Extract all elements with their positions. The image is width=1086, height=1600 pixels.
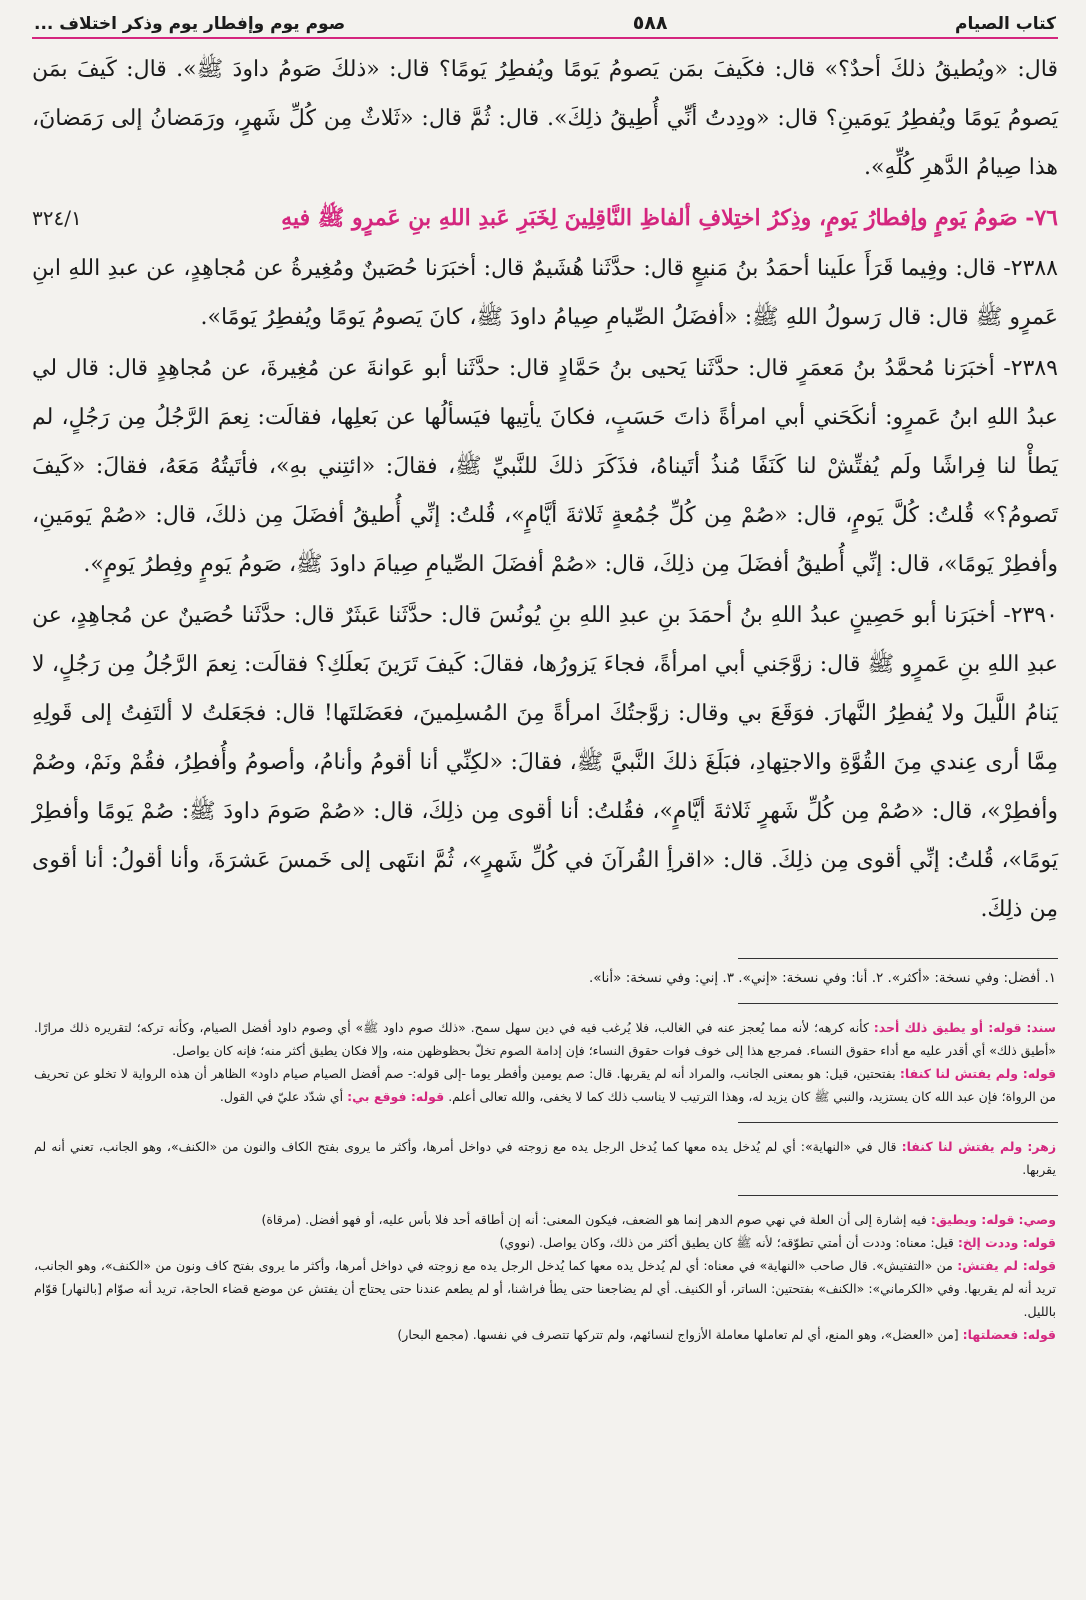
wasi-label: وصي: [1018,1212,1056,1227]
sanad-text-3: أي شدّد عليّ في القول. [219,1089,344,1104]
zahr-keyword: ولم يفتش لنا كنفا: [901,1139,1023,1154]
commentary-wasi [26,1208,1064,1346]
main-text [26,39,1064,192]
chapter-title: ٧٦- صَومُ يَومٍ وإفطارُ يَومٍ، وذِكرُ اختِلافِ ألفاظِ النَّاقِلِينَ لِخَبَرِ عَبدِ اللهِ بنِ عَمرٍو ﷺ فيهِ [281,205,1058,231]
commentary-divider-2 [738,1122,1058,1123]
commentary-zahr [26,1135,1064,1181]
hadith-2389: ٢٣٨٩- أخبَرَنا مُحمَّدُ بنُ مَعمَرٍ قال: حدَّثَنا يَحيى بنُ حَمَّادٍ قال: حدَّثَنا أبو عَوانةَ عن مُغِيرةَ، عن مُجاهِدٍ قال: قال لي عبدُ اللهِ ابنُ عَمرٍو: أنكَحَني أبي امرأةً ذاتَ حَسَبٍ، فكانَ يأتِيها فيَسألُها عن بَعلِها، فقالَت: نِعمَ الرَّجُلُ مِن رَجُلٍ، لم يَطأْ لنا فِراشًا ولَم يُفتِّشْ لنا كَنَفًا مُنذُ أتَيناهُ، فذَكَرَ ذلكَ للنَّبيِّ ﷺ، فقالَ: «ائتِني بهِ»، فأتَيتُهُ مَعَهُ، فقالَ: «كَيفَ تَصومُ؟» قُلتُ: كُلَّ يَومٍ، قال: «صُمْ مِن كُلِّ جُمُعةٍ ثَلاثةَ أيَّامٍ»، قُلتُ: إنِّي أُطيقُ أفضَلَ مِن ذلكَ، قال: «صُمْ يَومَينِ، وأفطِرْ يَومًا»، قال: إنِّي أُطيقُ أفضَلَ مِن ذلِكَ، قال: «صُمْ أفضَلَ الصِّيامِ صِيامَ داودَ ﷺ، صَومُ يَومٍ وفِطرُ يَومٍ». [32,356,1058,577]
hadith-2390: ٢٣٩٠- أخبَرَنا أبو حَصِينٍ عبدُ اللهِ بنُ أحمَدَ بنِ عبدِ اللهِ بنِ يُونُسَ قال: حدَّثَنا عَبثَرٌ قال: حدَّثَنا حُصَينٌ عن مُجاهِدٍ، عن عبدِ اللهِ بنِ عَمرٍو ﷺ قال: زوَّجَني أبي امرأةً، فجاءَ يَزورُها، فقالَ: كَيفَ تَرَينَ بَعلَكِ؟ فقالَت: نِعمَ الرَّجُلُ مِن رَجُلٍ، لا يَنامُ اللَّيلَ ولا يُفطِرُ النَّهارَ. فوَقَعَ بي وقال: زوَّجتُكَ امرأةً مِنَ المُسلِمينَ، فعَضَلتَها! قال: فجَعَلتُ لا ألتَفِتُ إلى قَولِهِ مِمَّا أرى عِندي مِنَ القُوَّةِ والاجتِهادِ، فبَلَغَ ذلكَ النَّبيَّ ﷺ، فقالَ: «لكِنِّي أنا أقومُ وأنامُ، وأصومُ وأُفطِرُ، فقُمْ ونَمْ، وصُمْ وأفطِرْ»، قال: «صُمْ مِن كُلِّ شَهرٍ ثَلاثةَ أيَّامٍ»، فقُلتُ: أنا أقوى مِن ذلِكَ، قال: «صُمْ صَومَ داودَ ﷺ: صُمْ يَومًا وأفطِرْ يَومًا»، قُلتُ: إنِّي أقوى مِن ذلِكَ. قال: «اقرأِ القُرآنَ في كُلِّ شَهرٍ»، ثُمَّ انتَهى إلى خَمسَ عَشرَةَ، وأنا أقولُ: أنا أقوى مِن ذلِكَ. [32,603,1058,922]
footnotes: ١. أفضل: وفي نسخة: «أكثر». ٢. أنا: وفي نسخة: «إني». ٣. إني: وفي نسخة: «أنا». [588,970,1056,986]
wasi-note-4 [34,1323,1056,1346]
sanad-keyword-1: قوله: أو يطيق ذلك أحد: [873,1020,1022,1035]
wasi-text-2: قيل: معناه: وددت أن أمتي تطوّقه؛ لأنه ﷺ كان يطيق أكثر من ذلك، وكان يواصل. (نووي) [499,1235,954,1250]
chapter-heading [26,194,1064,238]
wasi-text-4: [من «العضل»، وهو المنع، أي لم تعاملها معاملة الأزواج لنسائهم، ولم تتركها تتصرف في نفسها. (مجمع البحار) [397,1327,959,1342]
page-number: ٥٨٨ [632,12,668,34]
wasi-text-1: فيه إشارة إلى أن العلة في نهي صوم الدهر إنما هو الضعف، فيكون المعنى: أنه إن أطاقه أحد فلا بأس عليه، أو فهو أفضل. (مرقاة) [261,1212,927,1227]
sanad-keyword-3: قوله: فوقع بي: [347,1089,445,1104]
wasi-text-3: من «التفتيش». قال صاحب «النهاية» في معناه: أي لم يُدخل يده معها كما يُدخل الرجل يده مع زوجته في دواخل أمرها، وأكثر ما يروى بفتح كاف ونون من «الكنف»، وهو الجانب، تريد أنه لم يقربها. وفي «الكرماني»: «الكنف» بفتحتين: الساتر، أو الكنيف. أي لم يضاجعنا حتى يطأ فراشنا، أو لم يطعم عندنا حتى يحتاج أن يفتش عن موضع قضاء الحاجة، تريد أنه صوّام [بالنهار] قوّام بالليل. [34,1258,1056,1319]
commentary-sanad [26,1016,1064,1108]
sanad-text-1: كأنه كرهه؛ لأنه مما يُعجز عنه في الغالب، فلا يُرغب فيه في دين سهل سمح. «ذلك صوم داود ﷺ» أي وصوم داود أفضل الصيام، وكأنه تركه؛ لتقريره ذلك مرارًا. «أطيق ذلك» أي أقدر عليه مع أداء حقوق النساء. فمرجع هذا إلى خوف فوات حقوق النساء؛ فإن إدامة الصوم تخلّ بحظوظهن منه، وإلا فكان يطيق أكثر منه؛ فإنه كان يواصل. [34,1020,1056,1058]
paragraph-continuation: قال: «ويُطيقُ ذلكَ أحدٌ؟» قال: فكَيفَ بمَن يَصومُ يَومًا ويُفطِرُ يَومًا؟ قال: «ذلكَ صَومُ داودَ ﷺ». قال: كَيفَ بمَن يَصومُ يَومًا ويُفطِرُ يَومَينِ؟ قال: «ودِدتُ أنِّي أُطِيقُ ذلِكَ». قال: ثُمَّ قال: «ثَلاثٌ مِن كُلِّ شَهرٍ، ورَمَضانُ إلى رَمَضانَ، هذا صِيامُ الدَّهرِ كُلِّهِ». [32,57,1058,180]
sanad-keyword-2: قوله: ولم يفتش لنا كنفا: [899,1066,1056,1081]
zahr-text: قال في «النهاية»: أي لم يُدخل يده معها كما يُدخل الرجل يده مع زوجته في دواخل أمرها، وأكثر ما يروى بفتح الكاف والنون من «الكنف»، وهو الجانب، تعني أنه لم يقربها. [34,1139,1056,1177]
header-book-title: كتاب الصيام [955,14,1056,34]
page-header [26,6,1064,37]
wasi-note-3 [34,1254,1056,1323]
sanad-note-1 [34,1016,1056,1062]
wasi-keyword-1: قوله: ويطيق: [930,1212,1015,1227]
sanad-label: سند: [1026,1020,1056,1035]
wasi-note-1 [34,1208,1056,1231]
wasi-keyword-4: قوله: فعضلتها: [962,1327,1056,1342]
commentary-divider-3 [738,1195,1058,1196]
hadith-block [26,238,1064,934]
zahr-label: زهر: [1027,1139,1057,1154]
zahr-note [34,1135,1056,1181]
wasi-note-2 [34,1231,1056,1254]
commentary-divider-1 [738,1003,1058,1004]
header-section-title: صوم يوم وإفطار يوم وذكر اختلاف ... [34,14,346,34]
sanad-text-2: بفتحتين، قيل: هو بمعنى الجانب، والمراد أنه لم يقربها. قال: صم يومين وأفطر يوما -إلى قوله:- صم أفضل الصيام صيام داود» الظاهر أن هذه الرواية لا تخلو عن تحريف من الرواة؛ فإن عبد الله كان يستزيد، والنبي ﷺ كان يزيد له، وهذا الترتيب لا يناسب ذلك كما لا يخفى، والله تعالى أعلم. [34,1066,1056,1104]
footnote-divider [738,958,1058,959]
wasi-keyword-2: قوله: وددت إلخ: [957,1235,1056,1250]
hadith-2388: ٢٣٨٨- قال: وفِيما قَرَأَ علَينا أحمَدُ بنُ مَنيعٍ قال: حدَّثَنا هُشَيمٌ قال: أخبَرَنا حُصَينٌ ومُغِيرةُ عن مُجاهِدٍ، عن عبدِ اللهِ ابنِ عَمرٍو ﷺ قال: قال رَسولُ اللهِ ﷺ: «أفضَلُ الصِّيامِ صِيامُ داودَ ﷺ، كانَ يَصومُ يَومًا ويُفطِرُ يَومًا». [32,256,1058,330]
wasi-keyword-3: قوله: لم يفتش: [957,1258,1057,1273]
chapter-reference: ٣٢٤/١ [32,206,82,230]
sanad-note-2 [34,1062,1056,1108]
